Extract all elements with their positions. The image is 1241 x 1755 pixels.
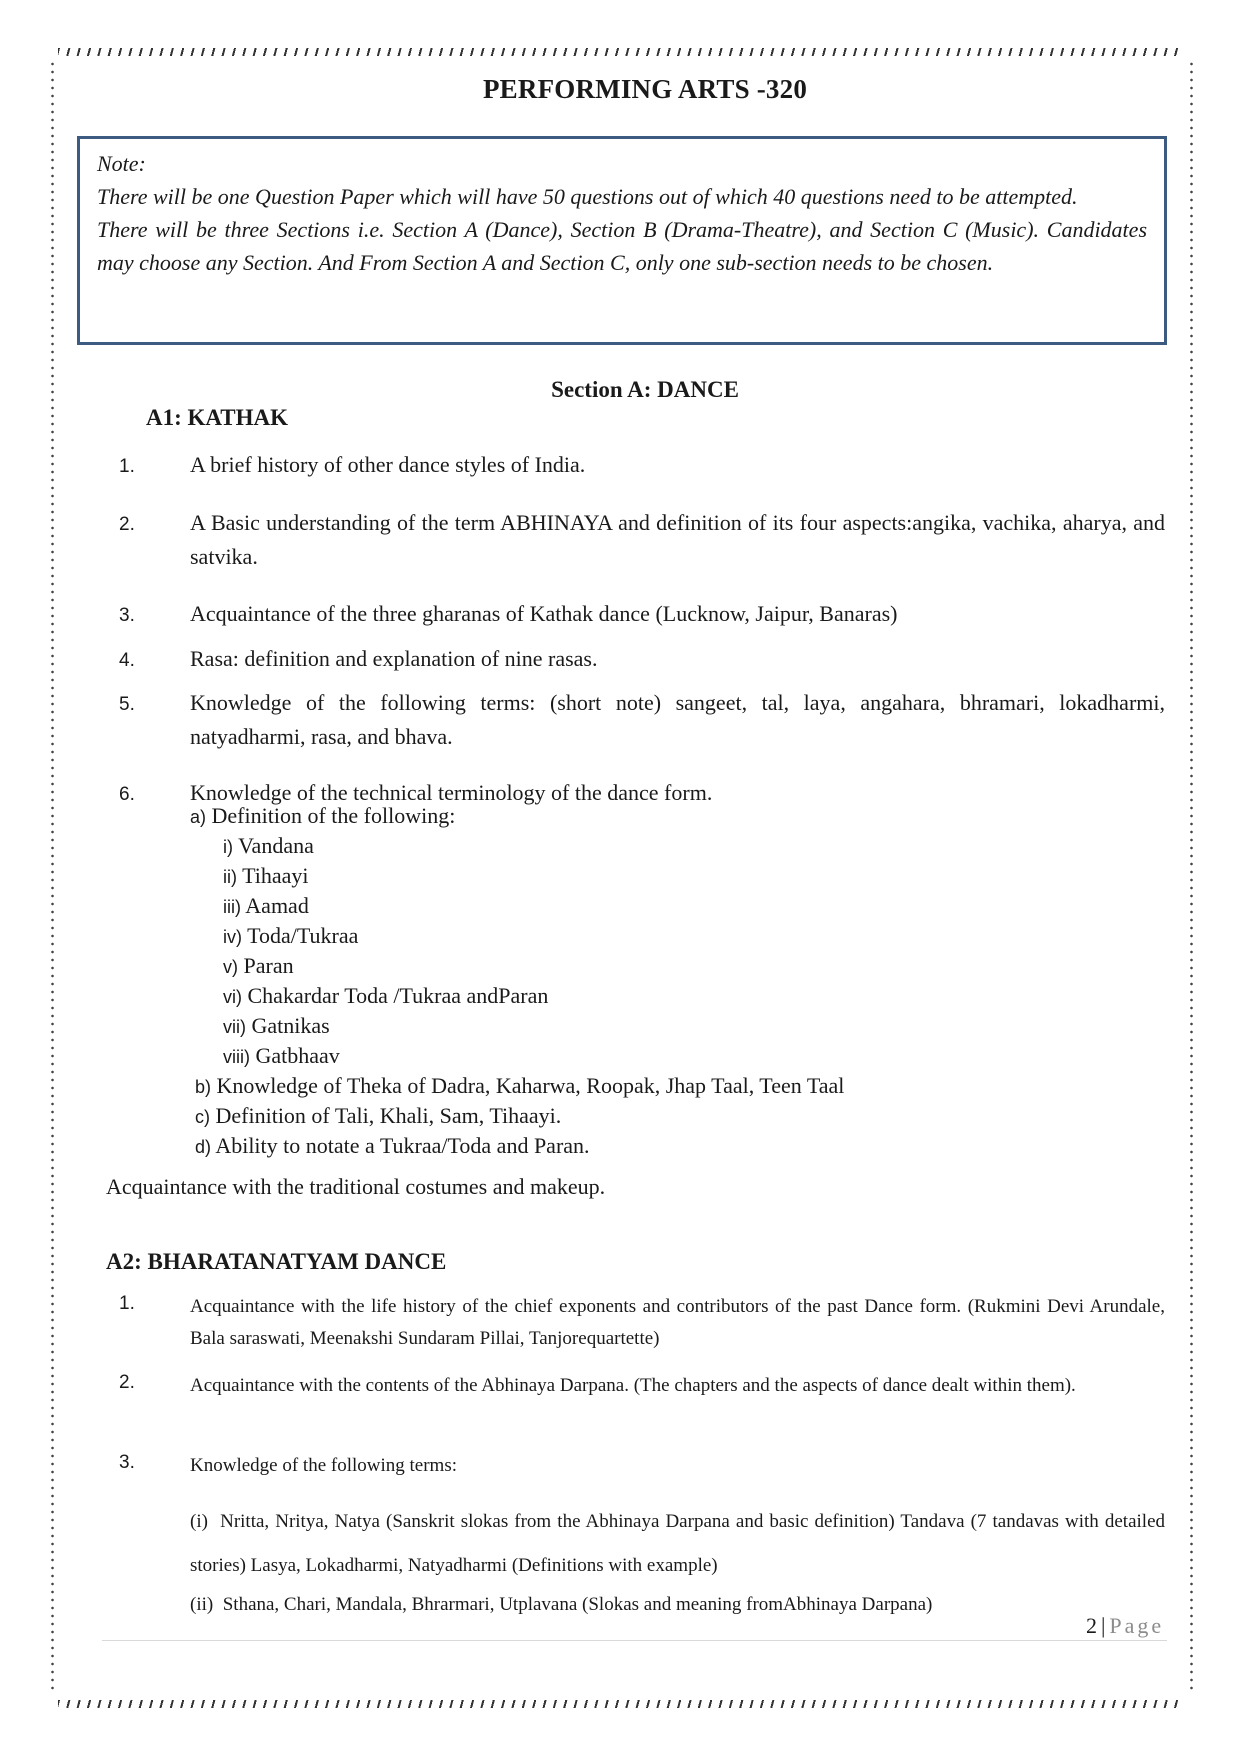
definition-item	[223, 981, 548, 1012]
definition-text: Paran	[243, 953, 294, 978]
item-number: 6.	[119, 784, 135, 805]
page-border-top	[58, 48, 1183, 56]
definition-marker: iii)	[223, 897, 241, 917]
sub-item-marker: c)	[195, 1107, 210, 1127]
page-label: Page	[1109, 1613, 1165, 1638]
definition-marker: i)	[223, 837, 233, 857]
definition-marker: v)	[223, 957, 238, 977]
sub-item	[195, 1101, 561, 1132]
definition-item	[223, 861, 309, 892]
item-text: Acquaintance of the three gharanas of Kathak dance (Lucknow, Jaipur, Banaras)	[190, 601, 898, 626]
page-title: PERFORMING ARTS -320	[482, 74, 808, 104]
sub-item-text: Knowledge of Theka of Dadra, Kaharwa, Roopak, Jhap Taal, Teen Taal	[216, 1073, 845, 1098]
definition-marker: ii)	[223, 867, 237, 887]
sub-item-text: Definition of Tali, Khali, Sam, Tihaayi.	[215, 1103, 562, 1128]
page-border-bottom	[58, 1700, 1183, 1708]
sub-item	[195, 1071, 844, 1102]
sub-item	[190, 801, 455, 832]
note-line-2: There will be three Sections i.e. Section A (Dance), Section B (Drama-Theatre), and Section C (Music). Candidates may choose any Section. And From Section A and Section C, only one sub-section needs to be chosen.	[97, 217, 1147, 275]
footer-rule	[102, 1640, 1167, 1641]
definition-item	[223, 1011, 330, 1042]
sub-item-text: Definition of the following:	[211, 803, 456, 828]
note-line-1: There will be one Question Paper which will have 50 questions out of which 40 questions need to be attempted.	[97, 184, 1078, 209]
item-text: Knowledge of the following terms:	[190, 1455, 458, 1476]
item-number: 2.	[119, 514, 135, 535]
item-text: A brief history of other dance styles of India.	[190, 452, 586, 477]
item-number: 3.	[119, 605, 135, 626]
term-marker: (i)	[190, 1511, 208, 1532]
sub-item	[195, 1131, 590, 1162]
term-paragraph	[190, 1590, 1165, 1620]
definition-text: Toda/Tukraa	[247, 923, 359, 948]
page-separator: |	[1101, 1613, 1106, 1638]
item-text: Acquaintance with the contents of the Abhinaya Darpana. (The chapters and the aspects of dance dealt within them).	[190, 1375, 1076, 1396]
sub-item-marker: d)	[195, 1137, 212, 1157]
definition-item	[223, 891, 309, 922]
definition-marker: vii)	[223, 1017, 246, 1037]
item-text: A Basic understanding of the term ABHINAYA and definition of its four aspects:angika, vachika, aharya, and satvika.	[190, 510, 1165, 569]
definition-item	[223, 951, 294, 982]
definition-marker: viii)	[223, 1047, 250, 1067]
sub-item-marker: b)	[195, 1077, 212, 1097]
term-marker: (ii)	[190, 1594, 214, 1615]
note-heading: Note:	[97, 151, 146, 176]
definition-item	[223, 831, 314, 862]
item-number: 1.	[119, 1293, 135, 1314]
term-text: Sthana, Chari, Mandala, Bhrarmari, Utplavana (Slokas and meaning fromAbhinaya Darpana)	[222, 1594, 933, 1615]
page-number: 2	[1086, 1613, 1097, 1638]
item-number: 4.	[119, 650, 135, 671]
definition-text: Tihaayi	[242, 863, 309, 888]
definition-text: Gatbhaav	[255, 1043, 340, 1068]
definition-text: Aamad	[245, 893, 309, 918]
section-a-heading: Section A: DANCE	[551, 377, 739, 402]
sub-item-text: Ability to notate a Tukraa/Toda and Paran.	[215, 1133, 590, 1158]
definition-text: Vandana	[238, 833, 314, 858]
definition-marker: vi)	[223, 987, 242, 1007]
item-text: Knowledge of the technical terminology of the dance form.	[190, 780, 713, 805]
definition-item	[223, 921, 358, 952]
sub-item-marker: a)	[190, 807, 207, 827]
page-border-right	[1190, 60, 1193, 1690]
definition-marker: iv)	[223, 927, 242, 947]
a1-heading: A1: KATHAK	[146, 405, 289, 430]
page-border-left	[51, 60, 54, 1690]
item-number: 3.	[119, 1452, 135, 1473]
a2-heading: A2: BHARATANATYAM DANCE	[106, 1249, 447, 1274]
note-box	[77, 136, 1167, 345]
page-footer	[1086, 1613, 1164, 1639]
item-number: 5.	[119, 694, 135, 715]
item-number: 1.	[119, 456, 135, 477]
item-text: Acquaintance with the life history of the chief exponents and contributors of the past Dance form. (Rukmini Devi Arundale, Bala saraswati, Meenakshi Sundaram Pillai, Tanjorequartette)	[190, 1296, 1165, 1349]
definition-text: Chakardar Toda /Tukraa andParan	[247, 983, 549, 1008]
definition-text: Gatnikas	[251, 1013, 330, 1038]
item-text: Rasa: definition and explanation of nine rasas.	[190, 646, 598, 671]
item-text: Knowledge of the following terms: (short note) sangeet, tal, laya, angahara, bhramari, lokadharmi, natyadharmi, rasa, and bhava.	[190, 690, 1165, 749]
definition-item	[223, 1041, 340, 1072]
item-number: 2.	[119, 1372, 135, 1393]
term-text: Nritta, Nritya, Natya (Sanskrit slokas from the Abhinaya Darpana and basic definition) Tandava (7 tandavas with detailed stories) Lasya, Lokadharmi, Natyadharmi (Definitions with example)	[190, 1511, 1166, 1576]
closing-line: Acquaintance with the traditional costumes and makeup.	[106, 1174, 606, 1199]
term-paragraph	[190, 1500, 1165, 1588]
